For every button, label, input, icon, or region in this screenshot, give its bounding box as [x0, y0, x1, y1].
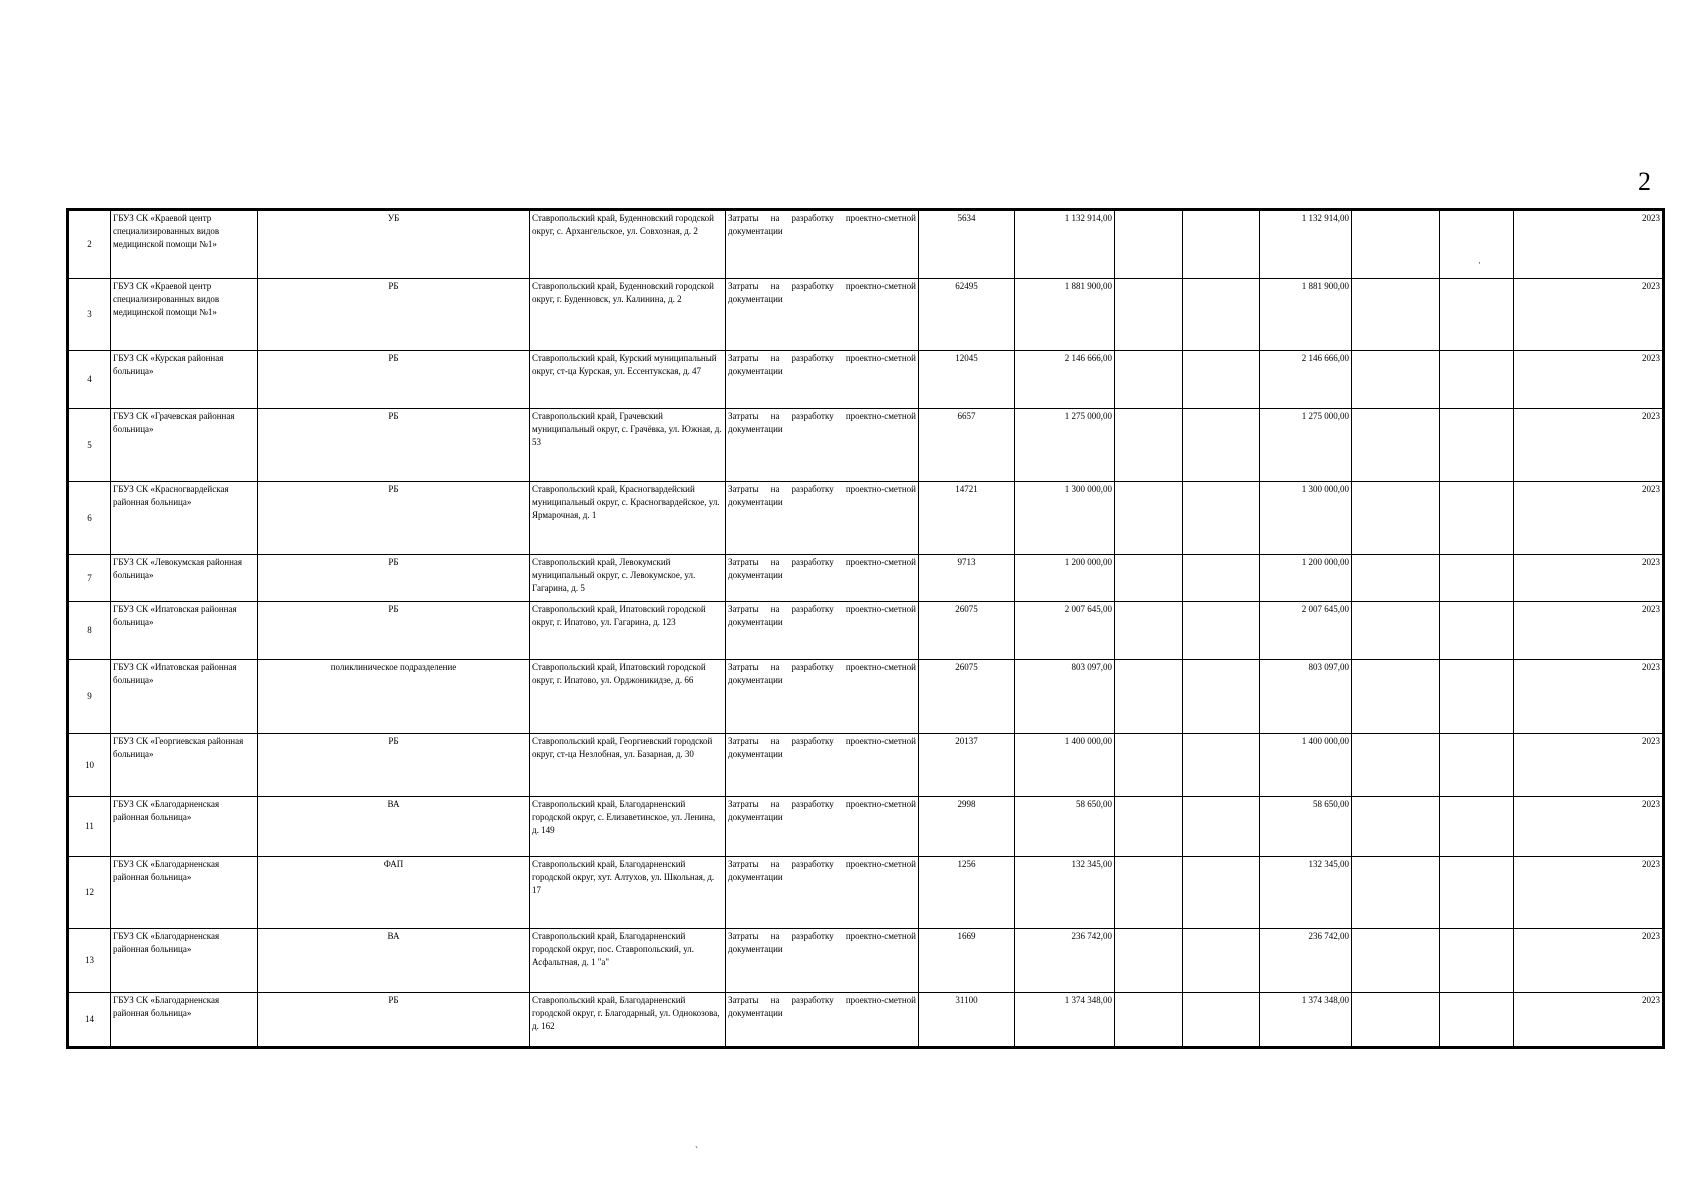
row-number: 11: [69, 797, 111, 857]
empty-cell: [1440, 279, 1514, 351]
empty-cell: [1352, 857, 1440, 929]
empty-cell: [1183, 734, 1260, 797]
code-cell: 26075: [919, 660, 1015, 734]
purpose-cell: Затраты на разработку проектно-сметной документации: [726, 602, 919, 660]
purpose-cell: Затраты на разработку проектно-сметной документации: [726, 409, 919, 482]
empty-cell: [1440, 797, 1514, 857]
empty-cell: [1352, 409, 1440, 482]
total-amount-cell: 132 345,00: [1015, 857, 1115, 929]
table-row: [69, 409, 1663, 482]
empty-cell: [1352, 279, 1440, 351]
code-cell: 31100: [919, 993, 1015, 1047]
amount-cell: 1 132 914,00: [1260, 211, 1352, 279]
table-row: [69, 602, 1663, 660]
investment-table: [68, 210, 1663, 1047]
empty-cell: [1183, 929, 1260, 993]
total-amount-cell: 1 881 900,00: [1015, 279, 1115, 351]
row-number: 12: [69, 857, 111, 929]
amount-cell: 132 345,00: [1260, 857, 1352, 929]
purpose-cell: Затраты на разработку проектно-сметной документации: [726, 797, 919, 857]
purpose-cell: Затраты на разработку проектно-сметной документации: [726, 482, 919, 555]
table-row: [69, 660, 1663, 734]
purpose-cell: Затраты на разработку проектно-сметной документации: [726, 993, 919, 1047]
amount-cell: 1 400 000,00: [1260, 734, 1352, 797]
empty-cell: [1352, 734, 1440, 797]
organization-cell: ГБУЗ СК «Благодарненская районная больница»: [111, 857, 258, 929]
organization-cell: ГБУЗ СК «Курская районная больница»: [111, 351, 258, 409]
organization-cell: ГБУЗ СК «Ипатовская районная больница»: [111, 602, 258, 660]
row-number: 9: [69, 660, 111, 734]
empty-cell: [1352, 482, 1440, 555]
year-cell: 2023: [1514, 797, 1663, 857]
year-cell: 2023: [1514, 602, 1663, 660]
empty-cell: [1440, 993, 1514, 1047]
empty-cell: [1115, 351, 1183, 409]
code-cell: 6657: [919, 409, 1015, 482]
organization-cell: ГБУЗ СК «Левокумская районная больница»: [111, 555, 258, 602]
empty-cell: [1440, 857, 1514, 929]
row-number: 3: [69, 279, 111, 351]
amount-cell: 2 146 666,00: [1260, 351, 1352, 409]
row-number: 13: [69, 929, 111, 993]
code-cell: 9713: [919, 555, 1015, 602]
address-cell: Ставропольский край, Благодарненский городской округ, пос. Ставропольский, ул. Асфальтная, д. 1 "а": [530, 929, 726, 993]
total-amount-cell: 236 742,00: [1015, 929, 1115, 993]
facility-type-cell: ВА: [258, 797, 530, 857]
year-cell: 2023: [1514, 734, 1663, 797]
total-amount-cell: 2 007 645,00: [1015, 602, 1115, 660]
empty-cell: [1115, 857, 1183, 929]
empty-cell: [1115, 409, 1183, 482]
total-amount-cell: 58 650,00: [1015, 797, 1115, 857]
total-amount-cell: 1 132 914,00: [1015, 211, 1115, 279]
table-row: [69, 797, 1663, 857]
organization-cell: ГБУЗ СК «Благодарненская районная больница»: [111, 929, 258, 993]
purpose-cell: Затраты на разработку проектно-сметной документации: [726, 555, 919, 602]
empty-cell: [1115, 602, 1183, 660]
facility-type-cell: поликлиническое подразделение: [258, 660, 530, 734]
empty-cell: [1115, 211, 1183, 279]
total-amount-cell: 1 275 000,00: [1015, 409, 1115, 482]
facility-type-cell: РБ: [258, 602, 530, 660]
facility-type-cell: ВА: [258, 929, 530, 993]
empty-cell: [1115, 555, 1183, 602]
empty-cell: [1183, 993, 1260, 1047]
organization-cell: ГБУЗ СК «Благодарненская районная больница»: [111, 993, 258, 1047]
year-cell: 2023: [1514, 211, 1663, 279]
organization-cell: ГБУЗ СК «Ипатовская районная больница»: [111, 660, 258, 734]
row-number: 7: [69, 555, 111, 602]
empty-cell: [1115, 482, 1183, 555]
page-number: 2: [1638, 167, 1651, 196]
empty-cell: [1440, 211, 1514, 279]
year-cell: 2023: [1514, 660, 1663, 734]
address-cell: Ставропольский край, Благодарненский городской округ, хут. Алтухов, ул. Школьная, д. 17: [530, 857, 726, 929]
empty-cell: [1183, 555, 1260, 602]
purpose-cell: Затраты на разработку проектно-сметной документации: [726, 734, 919, 797]
empty-cell: [1115, 660, 1183, 734]
empty-cell: [1115, 279, 1183, 351]
empty-cell: [1115, 993, 1183, 1047]
empty-cell: [1183, 409, 1260, 482]
facility-type-cell: РБ: [258, 734, 530, 797]
amount-cell: 236 742,00: [1260, 929, 1352, 993]
empty-cell: [1440, 555, 1514, 602]
code-cell: 1669: [919, 929, 1015, 993]
empty-cell: [1352, 993, 1440, 1047]
empty-cell: [1183, 660, 1260, 734]
row-number: 14: [69, 993, 111, 1047]
empty-cell: [1352, 555, 1440, 602]
table-row: [69, 482, 1663, 555]
address-cell: Ставропольский край, Георгиевский городской округ, ст-ца Незлобная, ул. Базарная, д. 30: [530, 734, 726, 797]
table-row: [69, 279, 1663, 351]
empty-cell: [1440, 351, 1514, 409]
year-cell: 2023: [1514, 555, 1663, 602]
amount-cell: 1 881 900,00: [1260, 279, 1352, 351]
row-number: 8: [69, 602, 111, 660]
organization-cell: ГБУЗ СК «Краевой центр специализированных видов медицинской помощи №1»: [111, 211, 258, 279]
empty-cell: [1440, 602, 1514, 660]
purpose-cell: Затраты на разработку проектно-сметной документации: [726, 351, 919, 409]
code-cell: 12045: [919, 351, 1015, 409]
total-amount-cell: 1 200 000,00: [1015, 555, 1115, 602]
row-number: 2: [69, 211, 111, 279]
facility-type-cell: РБ: [258, 409, 530, 482]
organization-cell: ГБУЗ СК «Благодарненская районная больница»: [111, 797, 258, 857]
facility-type-cell: ФАП: [258, 857, 530, 929]
purpose-cell: Затраты на разработку проектно-сметной документации: [726, 857, 919, 929]
empty-cell: [1352, 660, 1440, 734]
empty-cell: [1183, 857, 1260, 929]
empty-cell: [1352, 929, 1440, 993]
table-row: [69, 993, 1663, 1047]
purpose-cell: Затраты на разработку проектно-сметной документации: [726, 929, 919, 993]
total-amount-cell: 803 097,00: [1015, 660, 1115, 734]
table-row: [69, 734, 1663, 797]
address-cell: Ставропольский край, Грачевский муниципальный округ, с. Грачёвка, ул. Южная, д. 53: [530, 409, 726, 482]
empty-cell: [1352, 602, 1440, 660]
total-amount-cell: 1 300 000,00: [1015, 482, 1115, 555]
scan-artifact: `: [695, 1145, 698, 1155]
empty-cell: [1440, 929, 1514, 993]
empty-cell: [1440, 734, 1514, 797]
code-cell: 14721: [919, 482, 1015, 555]
address-cell: Ставропольский край, Ипатовский городской округ, г. Ипатово, ул. Гагарина, д. 123: [530, 602, 726, 660]
facility-type-cell: РБ: [258, 351, 530, 409]
year-cell: 2023: [1514, 279, 1663, 351]
empty-cell: [1352, 211, 1440, 279]
table-row: [69, 857, 1663, 929]
address-cell: Ставропольский край, Буденновский городской округ, с. Архангельское, ул. Совхозная, д. 2: [530, 211, 726, 279]
year-cell: 2023: [1514, 929, 1663, 993]
empty-cell: [1183, 482, 1260, 555]
empty-cell: [1352, 351, 1440, 409]
address-cell: Ставропольский край, Буденновский городской округ, г. Буденновск, ул. Калинина, д. 2: [530, 279, 726, 351]
empty-cell: [1115, 797, 1183, 857]
facility-type-cell: УБ: [258, 211, 530, 279]
code-cell: 20137: [919, 734, 1015, 797]
code-cell: 26075: [919, 602, 1015, 660]
code-cell: 2998: [919, 797, 1015, 857]
table-row: [69, 351, 1663, 409]
facility-type-cell: РБ: [258, 555, 530, 602]
empty-cell: [1183, 351, 1260, 409]
address-cell: Ставропольский край, Благодарненский городской округ, г. Благодарный, ул. Однокозова, д. 162: [530, 993, 726, 1047]
empty-cell: [1115, 929, 1183, 993]
row-number: 10: [69, 734, 111, 797]
organization-cell: ГБУЗ СК «Краевой центр специализированных видов медицинской помощи №1»: [111, 279, 258, 351]
scan-artifact: ·: [1478, 258, 1481, 268]
address-cell: Ставропольский край, Благодарненский городской округ, с. Елизаветинское, ул. Ленина, д. 149: [530, 797, 726, 857]
amount-cell: 1 275 000,00: [1260, 409, 1352, 482]
code-cell: 5634: [919, 211, 1015, 279]
empty-cell: [1352, 797, 1440, 857]
address-cell: Ставропольский край, Левокумский муниципальный округ, с. Левокумское, ул. Гагарина, д. 5: [530, 555, 726, 602]
code-cell: 62495: [919, 279, 1015, 351]
address-cell: Ставропольский край, Красногвардейский муниципальный округ, с. Красногвардейское, ул. Ярмарочная, д. 1: [530, 482, 726, 555]
facility-type-cell: РБ: [258, 279, 530, 351]
total-amount-cell: 2 146 666,00: [1015, 351, 1115, 409]
address-cell: Ставропольский край, Ипатовский городской округ, г. Ипатово, ул. Орджоникидзе, д. 66: [530, 660, 726, 734]
purpose-cell: Затраты на разработку проектно-сметной документации: [726, 211, 919, 279]
row-number: 5: [69, 409, 111, 482]
year-cell: 2023: [1514, 409, 1663, 482]
purpose-cell: Затраты на разработку проектно-сметной документации: [726, 279, 919, 351]
empty-cell: [1183, 602, 1260, 660]
table-row: [69, 555, 1663, 602]
year-cell: 2023: [1514, 857, 1663, 929]
facility-type-cell: РБ: [258, 482, 530, 555]
amount-cell: 58 650,00: [1260, 797, 1352, 857]
organization-cell: ГБУЗ СК «Грачевская районная больница»: [111, 409, 258, 482]
year-cell: 2023: [1514, 482, 1663, 555]
amount-cell: 1 374 348,00: [1260, 993, 1352, 1047]
amount-cell: 1 200 000,00: [1260, 555, 1352, 602]
code-cell: 1256: [919, 857, 1015, 929]
year-cell: 2023: [1514, 351, 1663, 409]
empty-cell: [1440, 482, 1514, 555]
empty-cell: [1183, 279, 1260, 351]
empty-cell: [1183, 211, 1260, 279]
row-number: 4: [69, 351, 111, 409]
organization-cell: ГБУЗ СК «Георгиевская районная больница»: [111, 734, 258, 797]
total-amount-cell: 1 374 348,00: [1015, 993, 1115, 1047]
year-cell: 2023: [1514, 993, 1663, 1047]
address-cell: Ставропольский край, Курский муниципальный округ, ст-ца Курская, ул. Ессентукская, д. 47: [530, 351, 726, 409]
organization-cell: ГБУЗ СК «Красногвардейская районная больница»: [111, 482, 258, 555]
purpose-cell: Затраты на разработку проектно-сметной документации: [726, 660, 919, 734]
empty-cell: [1440, 660, 1514, 734]
row-number: 6: [69, 482, 111, 555]
amount-cell: 1 300 000,00: [1260, 482, 1352, 555]
table-row: [69, 211, 1663, 279]
empty-cell: [1440, 409, 1514, 482]
total-amount-cell: 1 400 000,00: [1015, 734, 1115, 797]
amount-cell: 803 097,00: [1260, 660, 1352, 734]
table-body: [69, 211, 1663, 1047]
empty-cell: [1183, 797, 1260, 857]
facility-type-cell: РБ: [258, 993, 530, 1047]
empty-cell: [1115, 734, 1183, 797]
table-row: [69, 929, 1663, 993]
amount-cell: 2 007 645,00: [1260, 602, 1352, 660]
